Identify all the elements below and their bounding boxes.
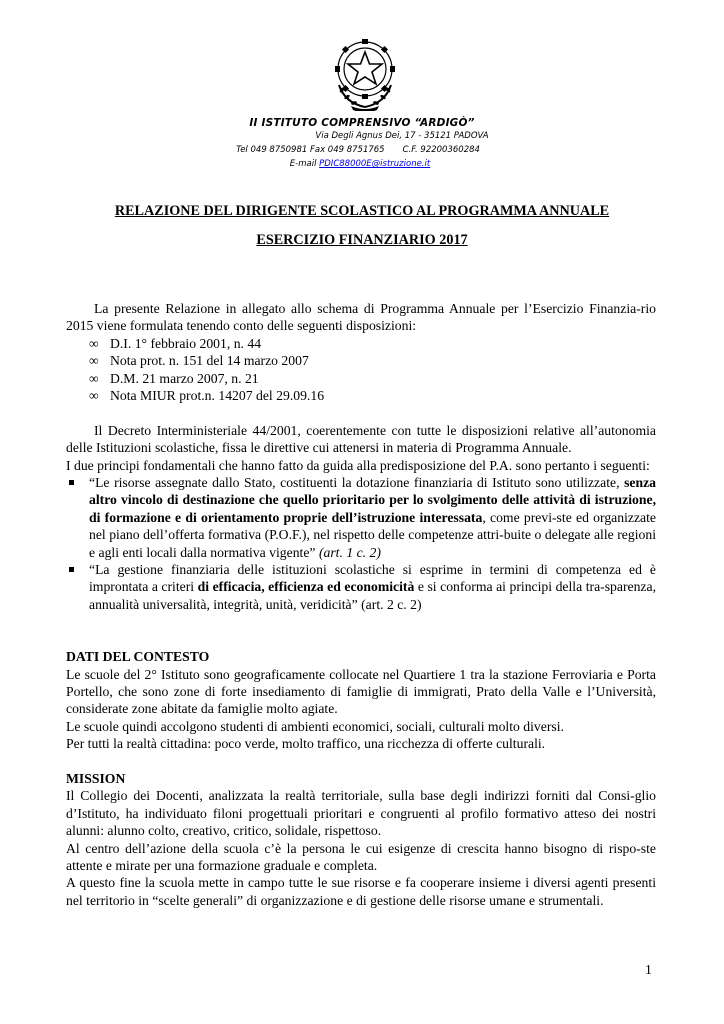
principle-item-2: “La gestione finanziaria delle istituzioni scolastiche si esprime in termini di competenza ed è improntata a criteri di efficacia, efficienza ed economicità e si conforma ai principi della tra-sparenza, annualità universalità, integrità, unità, veridicità” (art. 2 c. 2) bbox=[66, 561, 656, 613]
school-address: Via Degli Agnus Dei, 17 - 35121 PADOVA bbox=[315, 131, 489, 141]
school-contacts bbox=[0, 145, 720, 155]
regulations-list bbox=[66, 335, 656, 405]
list-item: ∞ Nota MIUR prot.n. 14207 del 29.09.16 bbox=[89, 388, 325, 404]
principle-item-1: “Le risorse assegnate dallo Stato, costituenti la dotazione finanziaria di Istituto sono utilizzate, senza altro vincolo di destinazione che quello prioritario per lo svolgimento delle attività di istruzione, di formazione e di orientamento proprie dell’istruzione interessata, come previ-ste ed organizzate nel piano dell’offerta formativa (P.O.F.), nel rispetto delle competenze attri-buite o delegate alle regioni e agli enti locali dalla normativa vigente” (art. 1 c. 2) bbox=[66, 474, 656, 561]
principles-list bbox=[66, 474, 656, 613]
decree-paragraph: Il Decreto Interministeriale 44/2001, coerentemente con tutte le disposizioni relative all’autonomia delle Istituzioni scolastiche, fissa le direttive cui attenersi in materia di Programma Annuale. bbox=[66, 422, 656, 456]
principles-intro: I due principi fondamentali che hanno fatto da guida alla predisposizione del P.A. sono pertanto i seguenti: bbox=[66, 457, 650, 473]
tel-fax: Tel 049 8750981 Fax 049 8751765 bbox=[236, 145, 385, 155]
square-bullet-icon bbox=[69, 567, 74, 572]
context-paragraph-1: Le scuole del 2° Istituto sono geograficamente collocate nel Quartiere 1 tra la stazione Ferroviaria e Porta Portello, che sono zone di forte insediamento di famiglie di immigrati, Prato della Valle e l’Università, considerate zone abitate da famiglie molto agiate. bbox=[66, 666, 656, 717]
document-title: RELAZIONE DEL DIRIGENTE SCOLASTICO AL PROGRAMMA ANNUALE bbox=[114, 203, 610, 219]
list-item: ∞ D.I. 1° febbraio 2001, n. 44 bbox=[89, 335, 262, 351]
intro-paragraph: La presente Relazione in allegato allo schema di Programma Annuale per l’Esercizio Finanzia-rio 2015 viene formulata tenendo conto delle seguenti disposizioni: bbox=[66, 301, 656, 334]
email-label: E-mail bbox=[289, 159, 317, 169]
mission-paragraph-2: Al centro dell’azione della scuola c’è la persona le cui esigenze di crescita hanno bisogno di rispo-ste attente e mirate per una formazione graduale e completa. bbox=[66, 840, 656, 873]
document-body bbox=[66, 300, 656, 909]
context-heading: DATI DEL CONTESTO bbox=[66, 649, 210, 665]
context-paragraph-2: Le scuole quindi accolgono studenti di ambienti economici, sociali, culturali molto diversi. bbox=[66, 718, 564, 734]
list-item: ∞ D.M. 21 marzo 2007, n. 21 bbox=[89, 370, 259, 386]
italian-republic-emblem-icon bbox=[333, 35, 397, 111]
school-name: II ISTITUTO COMPRENSIVO “ARDIGÒ” bbox=[249, 117, 475, 129]
email-link[interactable]: PDIC88000E@istruzione.it bbox=[319, 159, 431, 169]
fiscal-code: C.F. 92200360284 bbox=[402, 145, 480, 155]
school-email-line bbox=[0, 159, 722, 169]
mission-paragraph-1: Il Collegio dei Docenti, analizzata la realtà territoriale, sulla base degli indirizzi forniti dal Consi-glio d’Istituto, ha individuato filoni progettuali prioritari e congruenti al profilo formativo atteso dei nostri alunni: alunno colto, creativo, critico, solidale, rispettoso. bbox=[66, 788, 656, 839]
infinity-bullet-icon: ∞ bbox=[89, 353, 99, 369]
context-paragraph-3: Per tutti la realtà cittadina: poco verde, molto traffico, una ricchezza di offerte culturali. bbox=[66, 736, 546, 752]
infinity-bullet-icon: ∞ bbox=[89, 388, 99, 404]
list-item: ∞ Nota prot. n. 151 del 14 marzo 2007 bbox=[89, 353, 309, 369]
square-bullet-icon bbox=[69, 480, 74, 485]
page-number: 1 bbox=[645, 962, 652, 977]
document-subtitle: ESERCIZIO FINANZIARIO 2017 bbox=[256, 232, 468, 248]
infinity-bullet-icon: ∞ bbox=[89, 335, 99, 351]
mission-paragraph-3: A questo fine la scuola mette in campo tutte le sue risorse e fa cooperare insieme i diversi agenti presenti nel territorio in “scelte generali” di organizzazione e di gestione delle risorse umane e strumentali. bbox=[66, 875, 656, 908]
mission-heading: MISSION bbox=[66, 770, 126, 786]
infinity-bullet-icon: ∞ bbox=[89, 370, 99, 386]
